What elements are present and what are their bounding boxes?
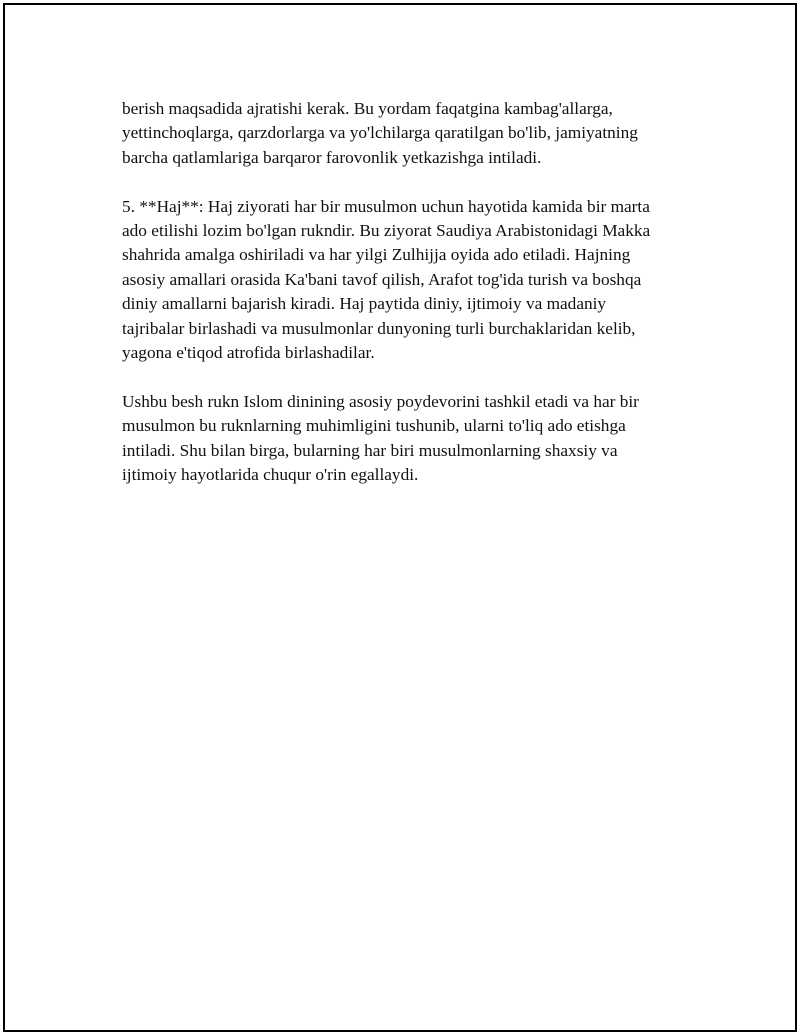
text-line: diniy amallarni bajarish kiradi. Haj paytida diniy, ijtimoiy va madaniy (122, 294, 607, 314)
text-line: berish maqsadida ajratishi kerak. Bu yordam faqatgina kambag'allarga, (122, 99, 613, 118)
text-line: tajribalar birlashadi va musulmonlar dunyoning turli burchaklaridan kelib, (122, 318, 636, 338)
text-line: shahrida amalga oshiriladi va har yilgi Zulhijja oyida ado etiladi. Hajning (122, 245, 631, 265)
paragraph-hajj (122, 195, 702, 366)
text-line: ijtimoiy hayotlarida chuqur o'rin egallaydi. (122, 465, 419, 485)
paragraph-conclusion (122, 390, 702, 488)
text-line: 5. **Haj**: Haj ziyorati har bir musulmon uchun hayotida kamida bir marta (122, 196, 650, 216)
page (3, 3, 797, 1032)
text-line: asosiy amallari orasida Ka'bani tavof qilish, Arafot tog'ida turish va boshqa (122, 269, 642, 289)
text-line: yagona e'tiqod atrofida birlashadilar. (122, 343, 375, 363)
text-line: Ushbu besh rukn Islom dinining asosiy poydevorini tashkil etadi va har bir (122, 391, 639, 411)
document-body (122, 97, 702, 512)
text-line: yettinchoqlarga, qarzdorlarga va yo'lchilarga qaratilgan bo'lib, jamiyatning (122, 123, 638, 143)
paragraph-zakat-continuation (122, 97, 702, 170)
text-line: intiladi. Shu bilan birga, bularning har biri musulmonlarning shaxsiy va (122, 440, 618, 460)
text-line: ado etilishi lozim bo'lgan rukndir. Bu ziyorat Saudiya Arabistonidagi Makka (122, 221, 651, 241)
text-line: barcha qatlamlariga barqaror farovonlik yetkazishga intiladi. (122, 147, 542, 167)
text-line: musulmon bu ruknlarning muhimligini tushunib, ularni to'liq ado etishga (122, 416, 626, 436)
